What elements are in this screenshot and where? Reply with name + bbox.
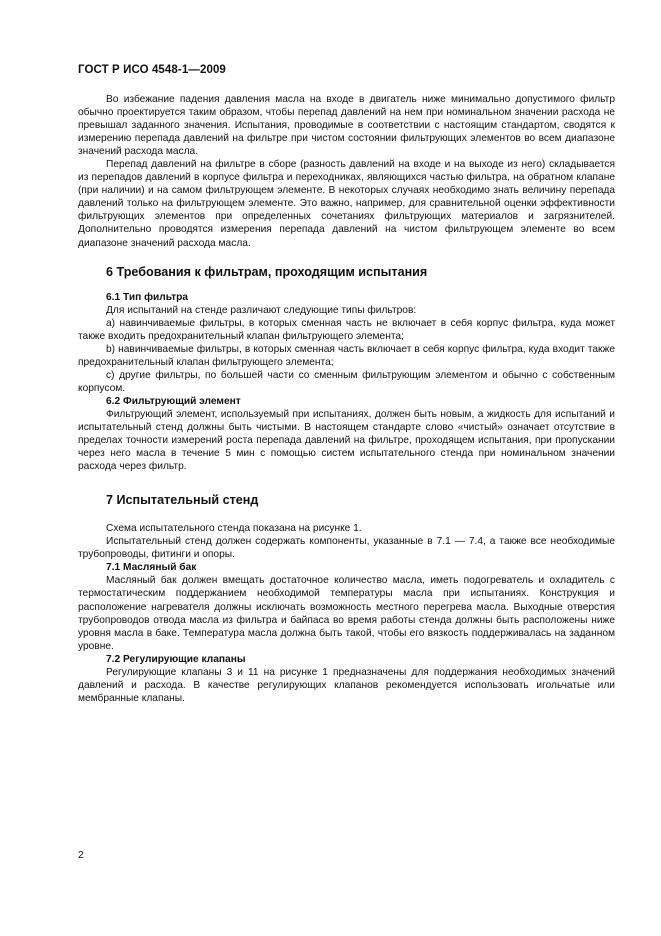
section-7-2-text: Регулирующие клапаны 3 и 11 на рисунке 1 предназначены для поддержания необходимых значений давлений и расхода. В качестве регулирующих клапанов рекомендуется использовать игольчатые или мембранные клапаны. [78,666,615,704]
section-6-heading: 6 Требования к фильтрам, проходящим испытания [106,264,428,279]
section-6-2-heading: 6.2 Фильтрующий элемент [106,395,241,407]
section-6-1-item-b: b) навинчиваемые фильтры, в которых сменная часть включает в себя корпус фильтра, куда входит также предохранительный клапан фильтрующего элемента; [78,343,615,368]
section-6-1-item-a: a) навинчиваемые фильтры, в которых сменная часть не включает в себя корпус фильтра, куда может также входить предохранительный клапан фильтрующего элемента; [78,317,615,342]
section-7-1-text: Масляный бак должен вмещать достаточное количество масла, иметь подогреватель и охладитель с термостатическим поддержанием необходимой температуры масла при испытаниях. Конструкция и расположение нагревателя должны исключать возможность местного перегрева масла. Выходные отверстия трубопроводов отвода масла из фильтра и байпаса во время работы стенда должны быть расположены ниже уровня масла в баке. Температура масла должна быть такой, чтобы его вязкость поддерживалась на заданном уровне. [78,575,615,652]
section-6-1-lead: Для испытаний на стенде различают следующие типы фильтров: [106,304,417,316]
intro-paragraph-1: Во избежание падения давления масла на входе в двигатель ниже минимально допустимого фильтр обычно проектируется таким образом, чтобы перепад давлений на нем при номинальном значении расхода не превышал заданного значения. Испытания, проводимые в соответствии с настоящим стандартом, сводятся к измерению перепада давлений на фильтре при чистом состоянии фильтрующих элементов во всем диапазоне значений расхода масла. [78,94,615,158]
section-6-1-item-c: c) другие фильтры, по большей части со сменным фильтрующим элементом и обычно с собственным корпусом. [78,369,615,394]
section-7-1-heading: 7.1 Масляный бак [106,562,197,574]
section-7-paragraph-1: Схема испытательного стенда показана на рисунке 1. [106,523,362,535]
section-7-heading: 7 Испытательный стенд [106,493,259,508]
section-6-1-heading: 6.1 Тип фильтра [106,291,188,303]
section-7-2-heading: 7.2 Регулирующие клапаны [106,653,246,665]
page-number: 2 [78,849,84,861]
document-header: ГОСТ Р ИСО 4548-1—2009 [78,64,226,76]
document-body [78,93,615,705]
intro-paragraph-2: Перепад давлений на фильтре в сборе (разность давлений на входе и на выходе из него) складывается из перепадов давлений в корпусе фильтра и переходниках, являющихся частью фильтра, на обратном клапане (при наличии) и на самом фильтрующем элементе. В некоторых случаях необходимо знать величину перепада давлений только на фильтрующем элементе. Это важно, например, для сравнительной оценки эффективности фильтрующих элементов при определенных сочетаниях фильтрующих материалов и загрязнителей. Дополнительно проводятся измерения перепада давлений на чистом фильтрующем элементе во всем диапазоне значений расхода масла. [78,159,615,249]
section-7-paragraph-2: Испытательный стенд должен содержать компоненты, указанные в 7.1 — 7.4, а также все необходимые трубопроводы, фитинги и опоры. [78,536,615,561]
section-6-2-text: Фильтрующий элемент, используемый при испытаниях, должен быть новым, а жидкость для испытаний и испытательный стенд должны быть чистыми. В настоящем стандарте слово «чистый» означает отсутствие в пределах точности измерений роста перепада давлений на фильтре, проходящем испытания, при пропускании через него масла в течение 5 мин с помощью систем испытательного стенда при номинальном значении расхода через фильтр. [78,408,615,473]
